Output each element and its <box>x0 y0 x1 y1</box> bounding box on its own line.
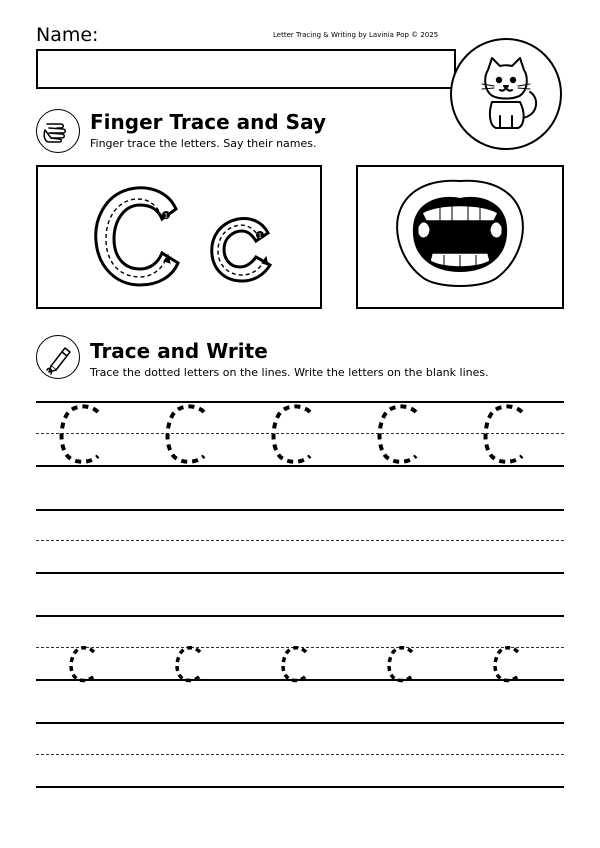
writing-line-top <box>36 509 564 511</box>
credit-text: Letter Tracing & Writing by Lavinia Pop © 2025 <box>273 31 439 39</box>
finger-icon-badge <box>36 109 80 153</box>
dotted-letter-uppercase <box>274 406 311 461</box>
dotted-letter-uppercase <box>62 406 99 461</box>
section-title-trace-write: Trace and Write <box>90 339 268 363</box>
name-input-box[interactable] <box>36 49 456 89</box>
dotted-letter-lowercase <box>283 648 306 681</box>
cat-icon <box>452 40 560 148</box>
lowercase-trace-row <box>36 640 564 684</box>
writing-line-mid <box>36 754 564 755</box>
dotted-letter-uppercase <box>168 406 205 461</box>
open-mouth-illustration <box>358 167 562 307</box>
section-subtitle-finger-trace: Finger trace the letters. Say their names. <box>90 137 317 150</box>
stroke-number-lower: 1 <box>258 232 262 240</box>
writing-line-mid <box>36 540 564 541</box>
pencil-icon-badge <box>36 335 80 379</box>
name-label: Name: <box>36 24 99 46</box>
uppercase-letter-outline <box>96 188 178 285</box>
dotted-letter-uppercase <box>486 406 523 461</box>
pencil-icon <box>37 336 78 377</box>
dotted-letter-lowercase <box>495 648 518 681</box>
dotted-letter-lowercase <box>177 648 200 681</box>
writing-line-base <box>36 786 564 788</box>
stroke-number: 1 <box>164 212 168 220</box>
pointing-finger-icon <box>37 110 78 151</box>
letter-trace-panel <box>36 165 322 309</box>
dotted-letter-uppercase <box>380 406 417 461</box>
dotted-letter-lowercase <box>389 648 412 681</box>
mouth-panel <box>356 165 564 309</box>
writing-line-base <box>36 572 564 574</box>
letter-outline-graphic <box>38 167 320 307</box>
section-title-finger-trace: Finger Trace and Say <box>90 110 326 134</box>
writing-line-top <box>36 722 564 724</box>
section-subtitle-trace-write: Trace the dotted letters on the lines. Write the letters on the blank lines. <box>90 366 489 379</box>
uppercase-trace-row <box>36 400 564 470</box>
lowercase-letter-outline <box>212 219 270 281</box>
cat-badge <box>450 38 562 150</box>
dotted-letter-lowercase <box>71 648 94 681</box>
writing-line-top <box>36 615 564 617</box>
